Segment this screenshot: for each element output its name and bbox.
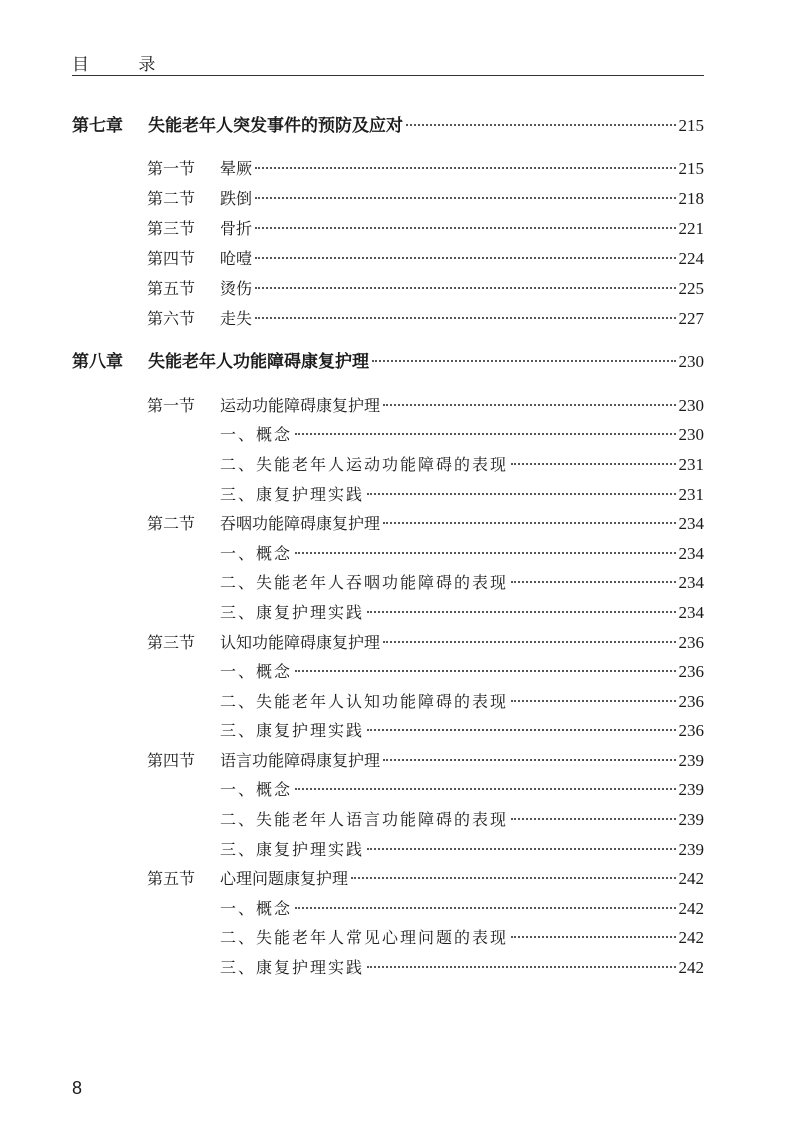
page-ref: 215: [678, 116, 704, 135]
dot-leader: [351, 877, 675, 879]
dot-leader: [255, 227, 675, 229]
page-ref: 239: [678, 840, 704, 859]
page-ref: 231: [678, 455, 704, 474]
dot-leader: [295, 552, 675, 554]
section-title: 呛噎: [220, 249, 253, 268]
item-title: 一、概念: [220, 662, 293, 681]
page-ref: 236: [678, 633, 704, 652]
page-ref: 242: [678, 899, 704, 918]
section-number: 第三节: [147, 219, 196, 238]
toc-section[interactable]: [147, 216, 704, 242]
section-number: 第一节: [147, 396, 196, 415]
dot-leader: [511, 463, 675, 465]
item-title: 一、概念: [220, 544, 293, 563]
section-number: 第五节: [147, 279, 196, 298]
page-ref: 239: [678, 751, 704, 770]
page-ref: 234: [678, 514, 704, 533]
dot-leader: [511, 581, 675, 583]
section-number: 第二节: [147, 514, 196, 533]
toc-item[interactable]: [220, 541, 704, 567]
dot-leader: [383, 641, 675, 643]
page-ref: 218: [678, 189, 704, 208]
item-title: 三、康复护理实践: [220, 840, 365, 859]
toc-item[interactable]: [220, 689, 704, 715]
toc-section[interactable]: [147, 156, 704, 182]
page-ref: 230: [678, 396, 704, 415]
toc-item[interactable]: [220, 925, 704, 951]
dot-leader: [295, 670, 675, 672]
section-number: 第二节: [147, 189, 196, 208]
toc-item[interactable]: [220, 600, 704, 626]
dot-leader: [367, 493, 675, 495]
section-title: 认知功能障碍康复护理: [220, 633, 381, 652]
toc-section[interactable]: [147, 393, 704, 419]
dot-leader: [295, 433, 675, 435]
dot-leader: [255, 167, 675, 169]
toc-item[interactable]: [220, 896, 704, 922]
section-title: 骨折: [220, 219, 253, 238]
item-title: 二、失能老年人常见心理问题的表现: [220, 928, 509, 947]
toc-item[interactable]: [220, 837, 704, 863]
item-title: 一、概念: [220, 425, 293, 444]
page-ref: 230: [678, 352, 704, 371]
toc-section[interactable]: [147, 246, 704, 272]
chapter-number: 第七章: [72, 116, 123, 136]
toc-section[interactable]: [147, 186, 704, 212]
toc-section[interactable]: [147, 866, 704, 892]
page-ref: 242: [678, 958, 704, 977]
page-ref: 234: [678, 603, 704, 622]
dot-leader: [406, 124, 676, 126]
dot-leader: [383, 759, 675, 761]
toc-section[interactable]: [147, 306, 704, 332]
toc-section[interactable]: [147, 630, 704, 656]
dot-leader: [511, 936, 675, 938]
dot-leader: [511, 818, 675, 820]
item-title: 二、失能老年人运动功能障碍的表现: [220, 455, 509, 474]
page-ref: 236: [678, 721, 704, 740]
dot-leader: [295, 907, 675, 909]
section-number: 第三节: [147, 633, 196, 652]
dot-leader: [383, 522, 675, 524]
item-title: 二、失能老年人认知功能障碍的表现: [220, 692, 509, 711]
page-ref: 225: [678, 279, 704, 298]
dot-leader: [511, 700, 675, 702]
dot-leader: [383, 404, 675, 406]
chapter-number: 第八章: [72, 352, 123, 372]
dot-leader: [255, 287, 675, 289]
section-title: 烫伤: [220, 279, 253, 298]
header-rule: [72, 75, 704, 76]
page-ref: 242: [678, 928, 704, 947]
chapter-title: 失能老年人突发事件的预防及应对: [148, 116, 403, 136]
page-ref: 239: [678, 780, 704, 799]
page-number: 8: [72, 1078, 83, 1098]
dot-leader: [295, 788, 675, 790]
dot-leader: [372, 360, 676, 362]
section-title: 语言功能障碍康复护理: [220, 751, 381, 770]
page-ref: 230: [678, 425, 704, 444]
section-number: 第四节: [147, 249, 196, 268]
item-title: 一、概念: [220, 780, 293, 799]
toc-chapter-7[interactable]: [72, 113, 704, 139]
section-title: 心理问题康复护理: [220, 869, 349, 888]
section-number: 第六节: [147, 309, 196, 328]
item-title: 三、康复护理实践: [220, 721, 365, 740]
toc-chapter-8[interactable]: [72, 349, 704, 375]
item-title: 三、康复护理实践: [220, 958, 365, 977]
toc-item[interactable]: [220, 718, 704, 744]
section-title: 跌倒: [220, 189, 253, 208]
page-ref: 227: [678, 309, 704, 328]
toc-item[interactable]: [220, 807, 704, 833]
dot-leader: [255, 257, 675, 259]
dot-leader: [367, 966, 675, 968]
page-ref: 234: [678, 544, 704, 563]
page-ref: 236: [678, 692, 704, 711]
page-header-title: 目 录: [72, 55, 178, 75]
dot-leader: [367, 848, 675, 850]
page-ref: 231: [678, 485, 704, 504]
page-ref: 239: [678, 810, 704, 829]
item-title: 一、概念: [220, 899, 293, 918]
dot-leader: [367, 611, 675, 613]
dot-leader: [255, 197, 675, 199]
toc-section[interactable]: [147, 748, 704, 774]
item-title: 三、康复护理实践: [220, 603, 365, 622]
section-number: 第五节: [147, 869, 196, 888]
toc-item[interactable]: [220, 777, 704, 803]
page-ref: 224: [678, 249, 704, 268]
toc-item[interactable]: [220, 422, 704, 448]
section-number: 第一节: [147, 159, 196, 178]
page-ref: 242: [678, 869, 704, 888]
page-ref: 234: [678, 573, 704, 592]
toc-section[interactable]: [147, 511, 704, 537]
item-title: 三、康复护理实践: [220, 485, 365, 504]
section-title: 晕厥: [220, 159, 253, 178]
toc-item[interactable]: [220, 570, 704, 596]
section-title: 走失: [220, 309, 253, 328]
item-title: 二、失能老年人语言功能障碍的表现: [220, 810, 509, 829]
toc-item[interactable]: [220, 659, 704, 685]
section-title: 运动功能障碍康复护理: [220, 396, 381, 415]
chapter-title: 失能老年人功能障碍康复护理: [148, 352, 369, 372]
toc-item[interactable]: [220, 482, 704, 508]
dot-leader: [367, 729, 675, 731]
toc-item[interactable]: [220, 955, 704, 981]
item-title: 二、失能老年人吞咽功能障碍的表现: [220, 573, 509, 592]
section-number: 第四节: [147, 751, 196, 770]
toc-item[interactable]: [220, 452, 704, 478]
page-ref: 215: [678, 159, 704, 178]
section-title: 吞咽功能障碍康复护理: [220, 514, 381, 533]
page-ref: 221: [678, 219, 704, 238]
toc-section[interactable]: [147, 276, 704, 302]
page-ref: 236: [678, 662, 704, 681]
dot-leader: [255, 317, 675, 319]
